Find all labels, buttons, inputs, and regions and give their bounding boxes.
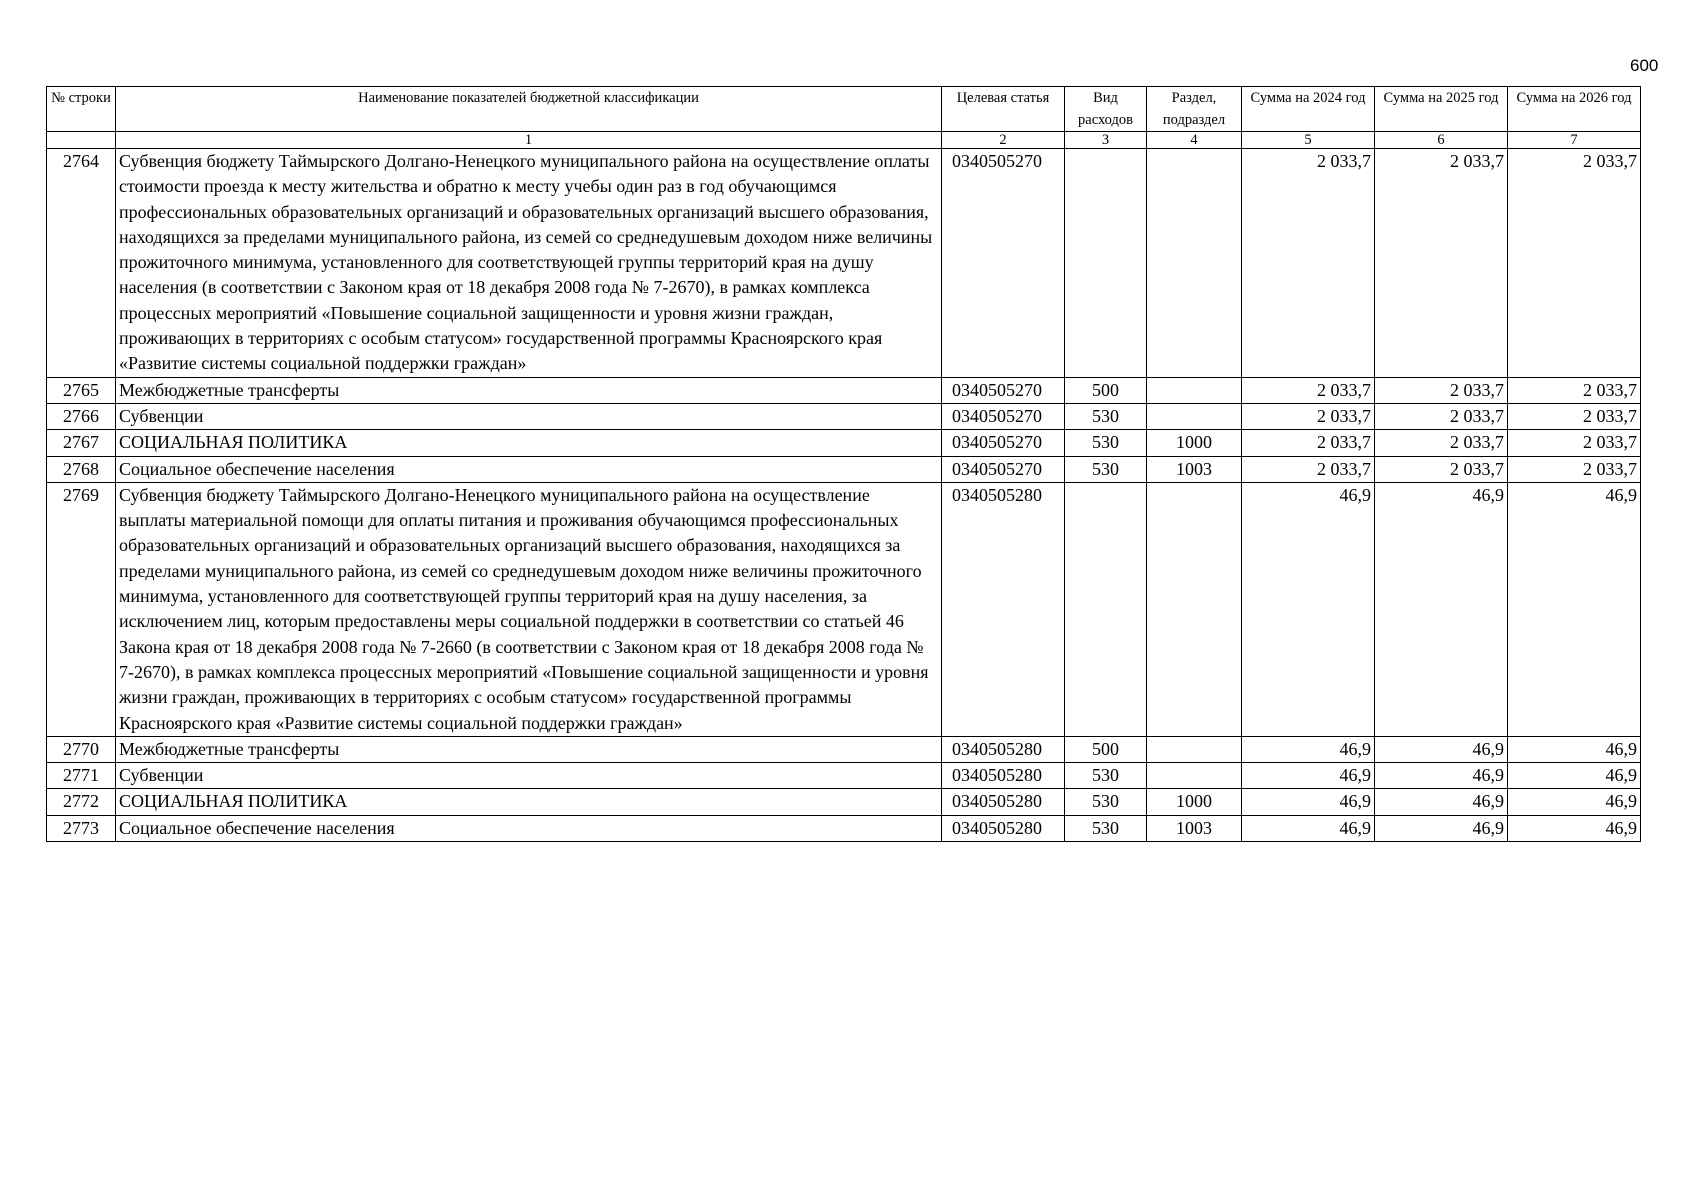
row-number: 2773 — [47, 815, 116, 841]
table-row — [47, 430, 1641, 456]
row-number: 2769 — [47, 482, 116, 736]
row-sum-2026: 46,9 — [1508, 482, 1641, 736]
row-number: 2771 — [47, 763, 116, 789]
row-sum-2026: 46,9 — [1508, 789, 1641, 815]
row-expense-type: 530 — [1065, 789, 1147, 815]
row-sum-2025: 2 033,7 — [1375, 456, 1508, 482]
column-number: 7 — [1508, 132, 1641, 149]
row-number: 2767 — [47, 430, 116, 456]
header-name: Наименование показателей бюджетной классификации — [116, 87, 942, 132]
row-expense-type: 500 — [1065, 377, 1147, 403]
row-section: 1000 — [1147, 430, 1242, 456]
column-number: 3 — [1065, 132, 1147, 149]
column-number — [47, 132, 116, 149]
row-target: 0340505270 — [942, 403, 1065, 429]
column-number: 1 — [116, 132, 942, 149]
row-sum-2024: 2 033,7 — [1242, 403, 1375, 429]
table-row — [47, 403, 1641, 429]
row-name: СОЦИАЛЬНАЯ ПОЛИТИКА — [116, 430, 942, 456]
table-header-row — [47, 87, 1641, 132]
row-number: 2766 — [47, 403, 116, 429]
row-section — [1147, 403, 1242, 429]
row-sum-2025: 46,9 — [1375, 736, 1508, 762]
row-sum-2024: 2 033,7 — [1242, 430, 1375, 456]
table-row — [47, 482, 1641, 736]
row-sum-2026: 2 033,7 — [1508, 430, 1641, 456]
row-target: 0340505270 — [942, 377, 1065, 403]
table-row — [47, 377, 1641, 403]
column-number: 2 — [942, 132, 1065, 149]
row-sum-2025: 2 033,7 — [1375, 403, 1508, 429]
row-number: 2772 — [47, 789, 116, 815]
row-sum-2025: 46,9 — [1375, 482, 1508, 736]
header-sum-2025: Сумма на 2025 год — [1375, 87, 1508, 132]
row-sum-2026: 2 033,7 — [1508, 456, 1641, 482]
row-target: 0340505280 — [942, 815, 1065, 841]
row-target: 0340505270 — [942, 430, 1065, 456]
row-section: 1000 — [1147, 789, 1242, 815]
row-name: СОЦИАЛЬНАЯ ПОЛИТИКА — [116, 789, 942, 815]
row-expense-type: 530 — [1065, 430, 1147, 456]
row-sum-2026: 46,9 — [1508, 763, 1641, 789]
row-target: 0340505280 — [942, 482, 1065, 736]
row-section — [1147, 482, 1242, 736]
row-expense-type: 530 — [1065, 456, 1147, 482]
row-sum-2025: 2 033,7 — [1375, 377, 1508, 403]
row-sum-2025: 46,9 — [1375, 815, 1508, 841]
header-sum-2024: Сумма на 2024 год — [1242, 87, 1375, 132]
page-number: 600 — [1630, 56, 1659, 75]
row-section — [1147, 149, 1242, 378]
row-sum-2024: 46,9 — [1242, 482, 1375, 736]
row-sum-2026: 2 033,7 — [1508, 149, 1641, 378]
table-row — [47, 815, 1641, 841]
row-number: 2764 — [47, 149, 116, 378]
header-target: Целевая статья — [942, 87, 1065, 132]
row-name: Субвенция бюджету Таймырского Долгано-Ненецкого муниципального района на осуществление оплаты стоимости проезда к месту жительства и обратно к месту учебы один раз в год обучающимся профессиональных образовательных организаций и образовательных организаций высшего образования, находящихся за пределами муниципального района, из семей со среднедушевым доходом ниже величины прожиточного минимума, установленного для соответствующей группы территорий края на душу населения (в соответствии с Законом края от 18 декабря 2008 года № 7-2670), в рамках комплекса процессных мероприятий «Повышение социальной защищенности и уровня жизни граждан, проживающих в территориях с особым статусом» государственной программы Красноярского края «Развитие системы социальной поддержки граждан» — [116, 149, 942, 378]
row-sum-2025: 46,9 — [1375, 789, 1508, 815]
row-name: Социальное обеспечение населения — [116, 815, 942, 841]
row-sum-2026: 2 033,7 — [1508, 403, 1641, 429]
table-row — [47, 149, 1641, 378]
table-row — [47, 789, 1641, 815]
row-sum-2026: 46,9 — [1508, 736, 1641, 762]
column-number: 6 — [1375, 132, 1508, 149]
row-section — [1147, 736, 1242, 762]
row-sum-2024: 2 033,7 — [1242, 456, 1375, 482]
row-name: Субвенции — [116, 403, 942, 429]
row-sum-2024: 46,9 — [1242, 736, 1375, 762]
table-row — [47, 763, 1641, 789]
header-section: Раздел, подраздел — [1147, 87, 1242, 132]
row-target: 0340505270 — [942, 149, 1065, 378]
row-sum-2025: 2 033,7 — [1375, 149, 1508, 378]
row-expense-type — [1065, 482, 1147, 736]
row-section: 1003 — [1147, 456, 1242, 482]
row-name: Межбюджетные трансферты — [116, 377, 942, 403]
row-sum-2024: 46,9 — [1242, 763, 1375, 789]
row-expense-type: 530 — [1065, 403, 1147, 429]
row-name: Субвенция бюджету Таймырского Долгано-Ненецкого муниципального района на осуществление выплаты материальной помощи для оплаты питания и проживания обучающимся профессиональных образовательных организаций и образовательных организаций высшего образования, находящихся за пределами муниципального района, из семей со среднедушевым доходом ниже величины прожиточного минимума, установленного для соответствующей группы территорий края на душу населения, за исключением лиц, которым предоставлены меры социальной поддержки в соответствии со статьей 46 Закона края от 18 декабря 2008 года № 7-2660 (в соответствии с Законом края от 18 декабря 2008 года № 7-2670), в рамках комплекса процессных мероприятий «Повышение социальной защищенности и уровня жизни граждан, проживающих в территориях с особым статусом» государственной программы Красноярского края «Развитие системы социальной поддержки граждан» — [116, 482, 942, 736]
row-sum-2026: 46,9 — [1508, 815, 1641, 841]
row-target: 0340505280 — [942, 736, 1065, 762]
row-target: 0340505280 — [942, 789, 1065, 815]
row-expense-type: 530 — [1065, 815, 1147, 841]
row-number: 2770 — [47, 736, 116, 762]
row-name: Социальное обеспечение населения — [116, 456, 942, 482]
row-sum-2026: 2 033,7 — [1508, 377, 1641, 403]
column-number: 5 — [1242, 132, 1375, 149]
header-sum-2026: Сумма на 2026 год — [1508, 87, 1641, 132]
row-target: 0340505280 — [942, 763, 1065, 789]
row-sum-2025: 2 033,7 — [1375, 430, 1508, 456]
row-expense-type — [1065, 149, 1147, 378]
budget-table — [46, 86, 1641, 842]
header-row-no: № строки — [47, 87, 116, 132]
row-section — [1147, 763, 1242, 789]
table-row — [47, 736, 1641, 762]
column-number: 4 — [1147, 132, 1242, 149]
row-name: Межбюджетные трансферты — [116, 736, 942, 762]
row-sum-2025: 46,9 — [1375, 763, 1508, 789]
row-sum-2024: 46,9 — [1242, 789, 1375, 815]
row-expense-type: 500 — [1065, 736, 1147, 762]
row-section — [1147, 377, 1242, 403]
header-expense-type: Вид расходов — [1065, 87, 1147, 132]
row-sum-2024: 2 033,7 — [1242, 149, 1375, 378]
row-number: 2768 — [47, 456, 116, 482]
row-sum-2024: 2 033,7 — [1242, 377, 1375, 403]
row-sum-2024: 46,9 — [1242, 815, 1375, 841]
row-expense-type: 530 — [1065, 763, 1147, 789]
table-row — [47, 456, 1641, 482]
row-section: 1003 — [1147, 815, 1242, 841]
row-name: Субвенции — [116, 763, 942, 789]
row-number: 2765 — [47, 377, 116, 403]
row-target: 0340505270 — [942, 456, 1065, 482]
column-number-row — [47, 132, 1641, 149]
